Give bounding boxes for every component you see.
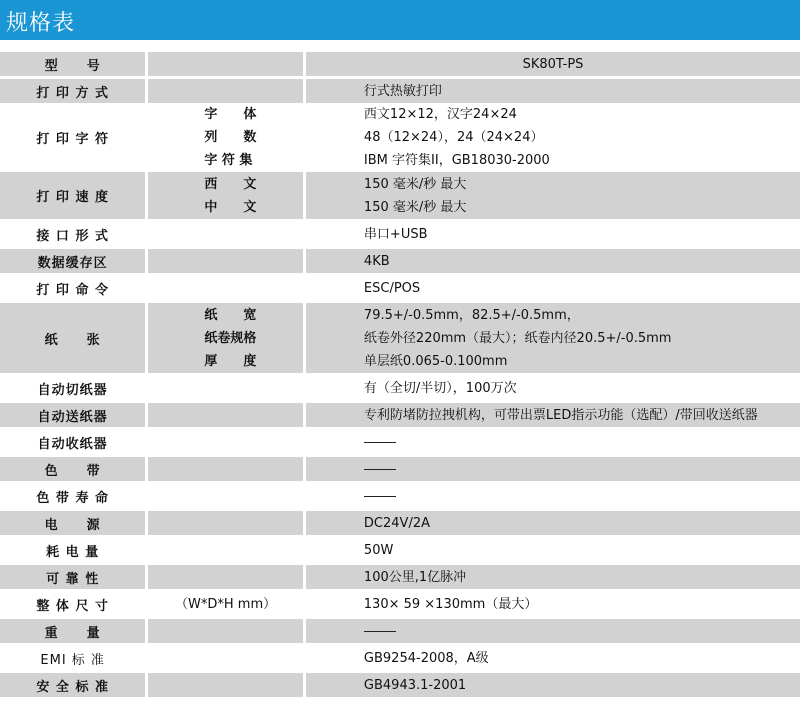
spec-label: 自动切纸器 xyxy=(0,376,145,400)
spec-value-cell xyxy=(306,172,800,219)
spec-value: 纸卷外径220mm（最大）；纸卷内径20.5+/-0.5mm xyxy=(363,330,672,346)
spec-label: 可 靠 性 xyxy=(0,565,145,589)
spec-value-cell xyxy=(306,457,800,481)
spec-value-cell xyxy=(306,619,800,643)
spec-sublabel-cell xyxy=(148,403,303,427)
dash-line xyxy=(364,496,396,497)
spec-row xyxy=(0,646,800,670)
spec-label: 打 印 速 度 xyxy=(0,172,145,219)
spec-row xyxy=(0,592,800,616)
spec-value: DC24V/2A xyxy=(363,515,430,531)
spec-sublabel-cell xyxy=(148,592,302,616)
spec-label: 重 量 xyxy=(0,619,145,643)
spec-label: 色 带 寿 命 xyxy=(0,484,145,508)
spec-sublabel-cell xyxy=(148,106,303,169)
spec-row xyxy=(0,79,800,103)
spec-label: 型 号 xyxy=(0,52,145,76)
spec-label: 纸 张 xyxy=(0,303,145,373)
spec-sublabel-cell xyxy=(148,457,303,481)
spec-value-cell xyxy=(306,646,800,670)
spec-label: EMI 标 准 xyxy=(0,646,145,670)
spec-value-cell xyxy=(306,430,800,454)
spec-value: 100公里,1亿脉冲 xyxy=(363,569,467,585)
spec-value: GB9254-2008，A级 xyxy=(363,650,489,666)
spec-value: IBM 字符集II，GB18030-2000 xyxy=(363,153,550,168)
spec-value: SK80T-PS xyxy=(522,56,584,72)
spec-sublabel: 字 体 xyxy=(204,107,257,122)
spec-sublabel-cell xyxy=(148,172,303,219)
spec-sublabel: 纸卷规格 xyxy=(204,330,257,346)
spec-sublabel-cell xyxy=(148,249,303,273)
spec-label: 打 印 方 式 xyxy=(0,79,145,103)
spec-sublabel-cell xyxy=(148,484,303,508)
header-bar xyxy=(0,0,800,40)
spec-sublabel: （W*D*H mm） xyxy=(175,596,277,612)
spec-row xyxy=(0,172,800,219)
spec-sublabel-cell xyxy=(148,673,303,697)
dash-line xyxy=(364,469,396,470)
spec-row xyxy=(0,538,800,562)
spec-label: 接 口 形 式 xyxy=(0,222,145,246)
spec-row xyxy=(0,222,800,246)
spec-value-dash xyxy=(364,442,396,443)
spec-table xyxy=(0,52,800,700)
spec-sublabel: 西 文 xyxy=(204,176,257,192)
spec-value-cell xyxy=(306,106,800,169)
spec-sublabel-cell xyxy=(148,222,303,246)
spec-label: 安 全 标 准 xyxy=(0,673,145,697)
spec-value: 79.5+/-0.5mm，82.5+/-0.5mm， xyxy=(363,307,580,323)
spec-value: 4KB xyxy=(363,253,390,269)
spec-row xyxy=(0,565,800,589)
spec-value-cell xyxy=(306,376,800,400)
spec-row xyxy=(0,52,800,76)
spec-row xyxy=(0,619,800,643)
spec-value: 西文12×12，汉字24×24 xyxy=(363,107,517,122)
spec-sublabel-cell xyxy=(148,646,303,670)
spec-row xyxy=(0,276,800,300)
spec-row xyxy=(0,376,800,400)
spec-value-dash xyxy=(364,469,396,470)
spec-value-cell xyxy=(306,303,800,373)
spec-sublabel-cell xyxy=(148,538,303,562)
dash-line xyxy=(364,442,396,443)
spec-value-cell xyxy=(306,79,800,103)
spec-value-cell xyxy=(306,592,800,616)
spec-value: ESC/POS xyxy=(363,280,421,296)
spec-value-cell xyxy=(306,565,800,589)
spec-sublabel-cell xyxy=(148,79,303,103)
spec-sublabel-cell xyxy=(148,511,303,535)
spec-value-cell xyxy=(306,673,800,697)
spec-label: 打 印 命 令 xyxy=(0,276,145,300)
spec-sublabel-cell xyxy=(148,565,303,589)
spec-value-cell xyxy=(306,511,800,535)
spec-value: 专利防堵防拉拽机构，可带出票LED指示功能（选配）/带回收送纸器 xyxy=(363,407,758,423)
spec-value: 48（12×24），24（24×24） xyxy=(363,130,544,145)
spec-value-cell xyxy=(306,249,800,273)
spec-value: 串口+USB xyxy=(363,226,428,242)
spec-row xyxy=(0,403,800,427)
spec-sublabel: 厚 度 xyxy=(204,353,257,369)
spec-row xyxy=(0,249,800,273)
spec-row xyxy=(0,106,800,169)
spec-value-cell xyxy=(306,484,800,508)
spec-value-cell xyxy=(306,222,800,246)
spec-sublabel-cell xyxy=(148,276,303,300)
spec-value-dash xyxy=(364,496,396,497)
spec-sublabel: 中 文 xyxy=(204,199,257,215)
dash-line xyxy=(364,631,396,632)
spec-sublabel-cell xyxy=(148,52,303,76)
spec-value: 单层纸0.065-0.100mm xyxy=(363,353,508,369)
spec-value-cell xyxy=(306,538,800,562)
spec-sublabel: 纸 宽 xyxy=(204,307,257,323)
spec-row xyxy=(0,511,800,535)
spec-value: 150 毫米/秒 最大 xyxy=(363,176,467,192)
page-title: 规格表 xyxy=(6,11,76,36)
spec-value: 行式热敏打印 xyxy=(363,83,442,99)
spec-value: 130× 59 ×130mm（最大） xyxy=(363,596,538,612)
spec-value: 50W xyxy=(363,542,394,558)
spec-label: 数据缓存区 xyxy=(0,249,145,273)
spec-label: 打 印 字 符 xyxy=(0,106,145,169)
spec-row xyxy=(0,673,800,697)
spec-row xyxy=(0,303,800,373)
spec-sublabel-cell xyxy=(148,303,303,373)
spec-sublabel: 字 符 集 xyxy=(204,153,253,168)
spec-sublabel: 列 数 xyxy=(204,130,257,145)
spec-value: 150 毫米/秒 最大 xyxy=(363,199,467,215)
spec-sublabel-cell xyxy=(148,619,303,643)
spec-row xyxy=(0,484,800,508)
spec-label: 色 带 xyxy=(0,457,145,481)
spec-value-dash xyxy=(364,631,396,632)
spec-label: 电 源 xyxy=(0,511,145,535)
spec-label: 自动收纸器 xyxy=(0,430,145,454)
spec-row xyxy=(0,430,800,454)
spec-label: 整 体 尺 寸 xyxy=(0,592,145,616)
spec-sublabel-cell xyxy=(148,430,303,454)
spec-value-cell xyxy=(306,403,800,427)
spec-label: 自动送纸器 xyxy=(0,403,145,427)
spec-value-cell xyxy=(306,276,800,300)
spec-row xyxy=(0,457,800,481)
spec-value-cell xyxy=(306,52,800,76)
spec-value: GB4943.1-2001 xyxy=(363,677,467,693)
spec-value: 有（全切/半切），100万次 xyxy=(363,380,517,396)
spec-label: 耗 电 量 xyxy=(0,538,145,562)
spec-sublabel-cell xyxy=(148,376,303,400)
